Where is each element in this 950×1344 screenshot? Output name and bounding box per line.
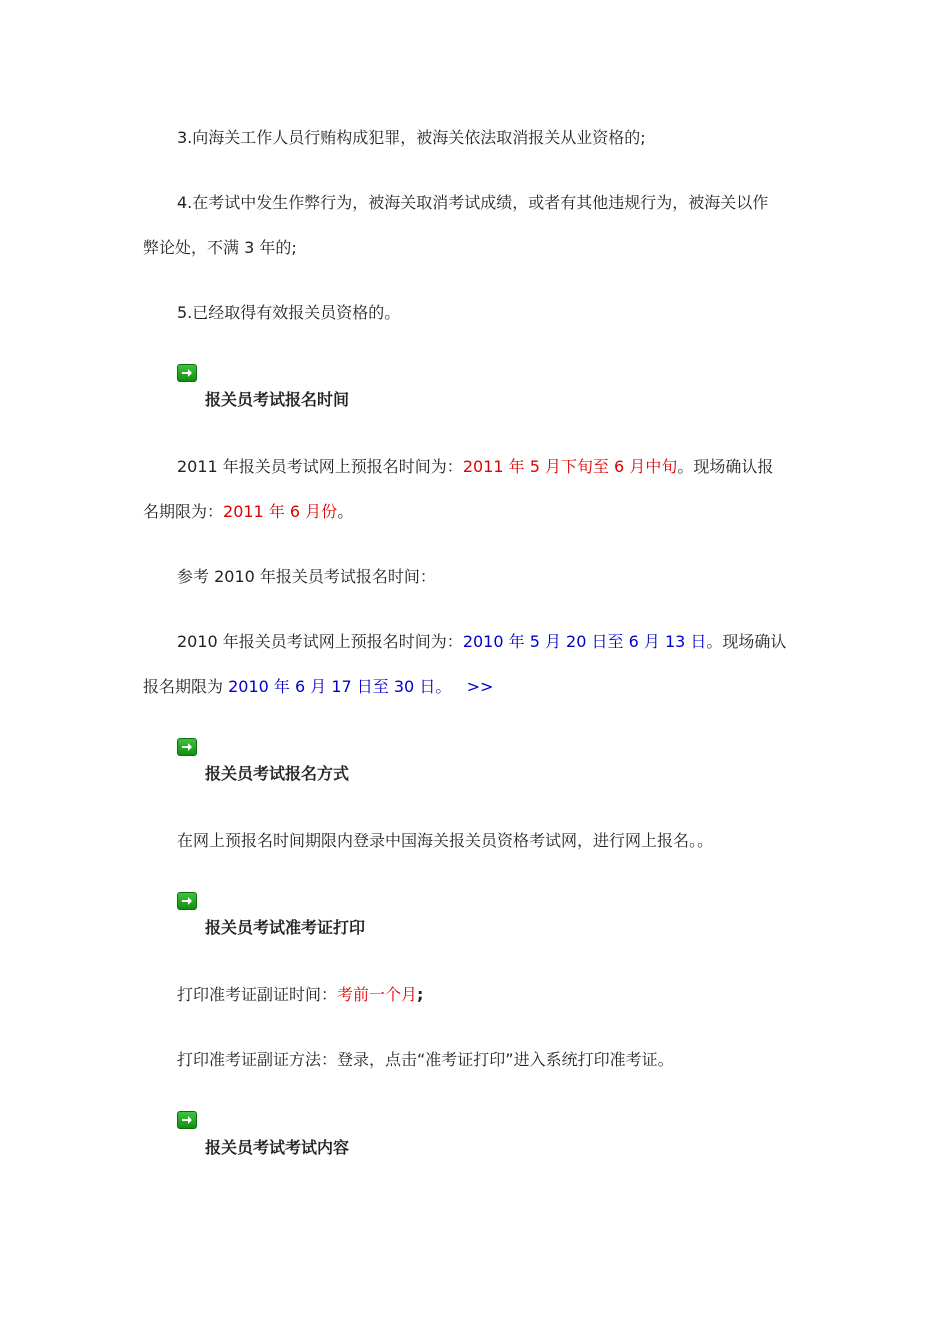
item-4-line-1: 4.在考试中发生作弊行为，被海关取消考试成绩，或者有其他违规行为，被海关以作 [177,193,769,212]
item-4-line-2: 弊论处，不满 3 年的; [143,238,297,257]
more-link[interactable]: >> [466,677,494,696]
registration-2011-confirm-period: 2011 年 6 月份 [223,502,338,521]
admission-ticket-time [177,984,423,1006]
admission-ticket-time-prefix: 打印准考证副证时间： [177,985,338,1004]
item-3: 3.向海关工作人员行贿构成犯罪，被海关依法取消报关从业资格的; [177,128,646,147]
item-5: 5.已经取得有效报关员资格的。 [177,303,401,322]
registration-2011-suffix: 。现场确认报 [677,457,774,476]
registration-2011-prefix: 2011 年报关员考试网上预报名时间为： [177,457,463,476]
registration-2011-online-period: 2011 年 5 月下旬至 6 月中旬 [462,457,678,476]
reference-2010-intro: 参考 2010 年报关员考试报名时间： [177,567,436,586]
admission-ticket-time-highlight: 考前一个月 [337,985,418,1004]
registration-2010-prefix: 2010 年报关员考试网上预报名时间为： [177,632,463,651]
section-heading-exam-content: 报关员考试考试内容 [205,1138,350,1157]
registration-method-text: 在网上预报名时间期限内登录中国海关报关员资格考试网，进行网上报名。。 [177,831,714,850]
registration-2010-line-2 [143,676,493,698]
arrow-right-icon [177,364,197,382]
registration-2011-line-2 [143,501,353,523]
section-heading-registration-time: 报关员考试报名时间 [205,390,350,409]
arrow-right-icon [177,1111,197,1129]
registration-2010-confirm-prefix: 报名期限为 [143,677,229,696]
section-heading-registration-method: 报关员考试报名方式 [205,764,350,783]
registration-2010-line-1 [177,631,786,653]
admission-ticket-method: 打印准考证副证方法：登录，点击“准考证打印”进入系统打印准考证。 [177,1050,674,1069]
arrow-right-icon [177,892,197,910]
registration-2010-confirm-period: 2010 年 6 月 17 日至 30 日。 [228,677,452,696]
admission-ticket-time-suffix: ; [417,985,424,1004]
registration-2011-line-1 [177,456,773,478]
arrow-right-icon [177,738,197,756]
section-heading-admission-ticket: 报关员考试准考证打印 [205,918,366,937]
registration-2011-confirm-prefix: 名期限为： [143,502,224,521]
registration-2010-online-period: 2010 年 5 月 20 日至 6 月 13 日 [462,632,707,651]
registration-2010-suffix: 。现场确认 [706,632,787,651]
registration-2011-confirm-suffix: 。 [337,502,354,521]
